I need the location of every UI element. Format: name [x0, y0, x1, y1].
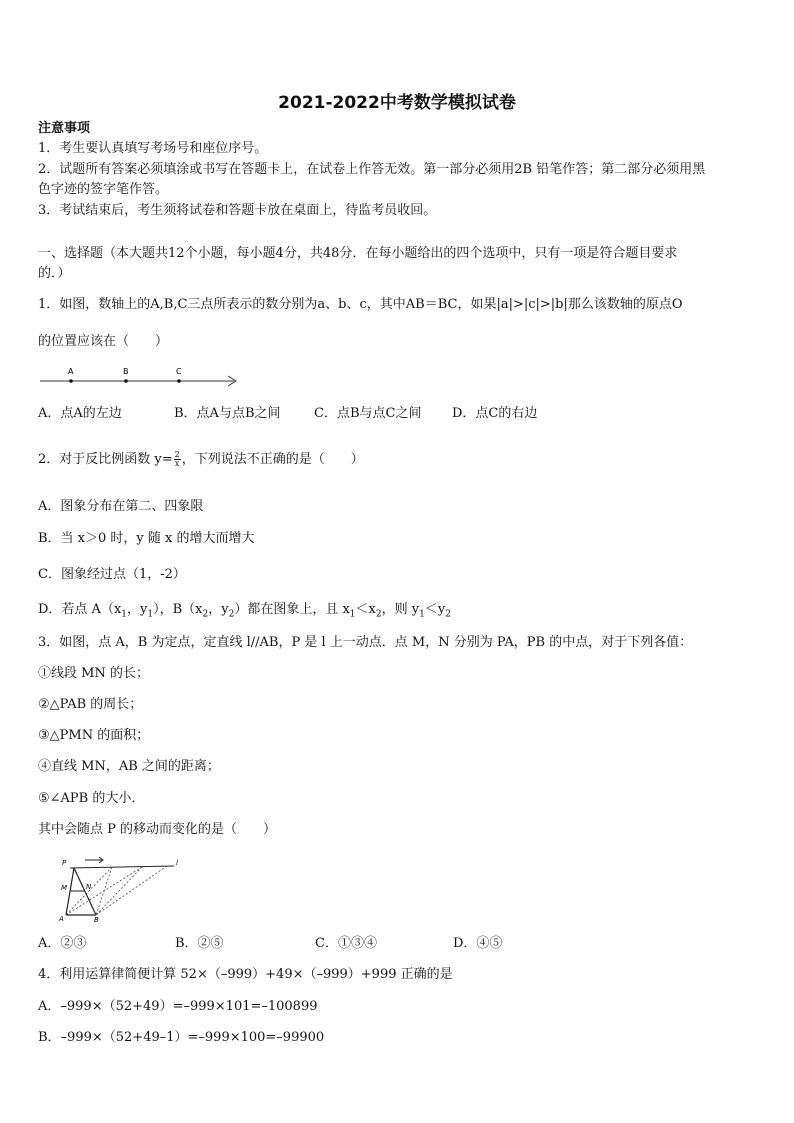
- q3-option-b: B．②⑤: [175, 936, 224, 951]
- point-b-dot: [124, 379, 128, 383]
- q3-item-4: ④直线 MN，AB 之间的距离；: [38, 759, 220, 774]
- label-m: M: [61, 884, 68, 892]
- notice-item-3: 3．考试结束后，考生须将试卷和答题卡放在桌面上，待监考员收回。: [38, 203, 437, 218]
- q4-option-b: B．–999×（52+49–1）=–999×100=–99900: [38, 1030, 325, 1045]
- dashed-line-4: [96, 867, 142, 915]
- number-line-figure: [38, 364, 248, 390]
- label-n: N: [86, 883, 92, 891]
- point-c-label: C: [176, 367, 182, 376]
- q1-option-c: C．点B与点C之间: [314, 406, 422, 421]
- q2-option-c: C．图象经过点（1，-2）: [38, 567, 186, 582]
- point-c-dot: [177, 379, 181, 383]
- q3-option-c: C．①③④: [315, 936, 377, 951]
- point-a-dot: [69, 379, 73, 383]
- q1-option-b: B．点A与点B之间: [174, 406, 281, 421]
- q3-stem: 3．如图，点 A，B 为定点，定直线 l//AB，P 是 l 上一动点．点 M，N 分别为 PA，PB 的中点，对于下列各值：: [38, 635, 693, 650]
- q2-stem-prefix: 2．对于反比例函数 y=: [38, 452, 173, 467]
- q2-fraction-denominator: x: [174, 459, 180, 468]
- q1-options: [38, 405, 537, 423]
- line-l: [70, 866, 174, 868]
- q3-option-d: D．④⑤: [453, 936, 503, 951]
- q3-item-1: ①线段 MN 的长；: [38, 666, 149, 681]
- notice-heading: 注意事项: [38, 121, 91, 136]
- q4-stem: 4．利用运算律简便计算 52×（–999）+49×（–999）+999 正确的是: [38, 967, 453, 982]
- triangle-figure: [52, 851, 182, 923]
- label-a: A: [59, 915, 64, 923]
- q1-option-a: A．点A的左边: [38, 406, 122, 421]
- notice-item-2-cont: 色字迹的签字笔作答。: [38, 182, 169, 197]
- q2-fraction-numerator: 2: [174, 450, 180, 459]
- q2-option-b: B．当 x＞0 时，y 随 x 的增大而增大: [38, 531, 255, 546]
- q1-option-d: D．点C的右边: [452, 406, 538, 421]
- section-heading: 一、选择题（本大题共12个小题，每小题4分，共48分．在每小题给出的四个选项中，只有一项是符合题目要求: [38, 246, 678, 261]
- notice-item-2: 2．试题所有答案必须填涂或书写在答题卡上，在试卷上作答无效。第一部分必须用2B 铅笔作答；第二部分必须用黑: [38, 162, 706, 177]
- q3-option-a: A．②③: [38, 936, 87, 951]
- q2-fraction: [174, 451, 181, 468]
- q1-stem: 1．如图，数轴上的A,B,C三点所表示的数分别为a、b、c，其中AB＝BC，如果|a|>|c|>|b|那么该数轴的原点O: [38, 297, 683, 312]
- q2-stem-suffix: ，下列说法不正确的是（ ）: [181, 452, 364, 467]
- q3-item-3: ③△PMN 的面积；: [38, 728, 150, 743]
- exam-title: 2021-2022中考数学模拟试卷: [278, 93, 516, 113]
- q2-option-d: D．若点 $A(x_1$，$y_1$），$B(x_2$，$y_2$）都在图象上，且 $x_1<x_2$，则 $y_1<y_2$: [38, 602, 451, 620]
- q4-option-a: A．–999×（52+49）=–999×101=–100899: [38, 999, 318, 1014]
- q1-stem-cont: 的位置应该在（ ）: [38, 334, 169, 349]
- label-b: B: [94, 916, 99, 923]
- point-a-label: A: [68, 367, 74, 376]
- q2-stem: [38, 451, 364, 469]
- point-b-label: B: [123, 367, 129, 376]
- label-l: l: [176, 859, 178, 867]
- q3-item-5: ⑤∠APB 的大小．: [38, 791, 145, 806]
- label-p: P: [62, 859, 67, 867]
- q2-option-a: A．图象分布在第二、四象限: [38, 499, 204, 514]
- q3-options: [38, 935, 502, 953]
- section-heading-cont: 的．）: [38, 266, 71, 281]
- q3-question: 其中会随点 P 的移动而变化的是（ ）: [38, 822, 277, 837]
- notice-item-1: 1．考生要认真填写考场号和座位序号。: [38, 141, 268, 156]
- q3-item-2: ②△PAB 的周长；: [38, 697, 143, 712]
